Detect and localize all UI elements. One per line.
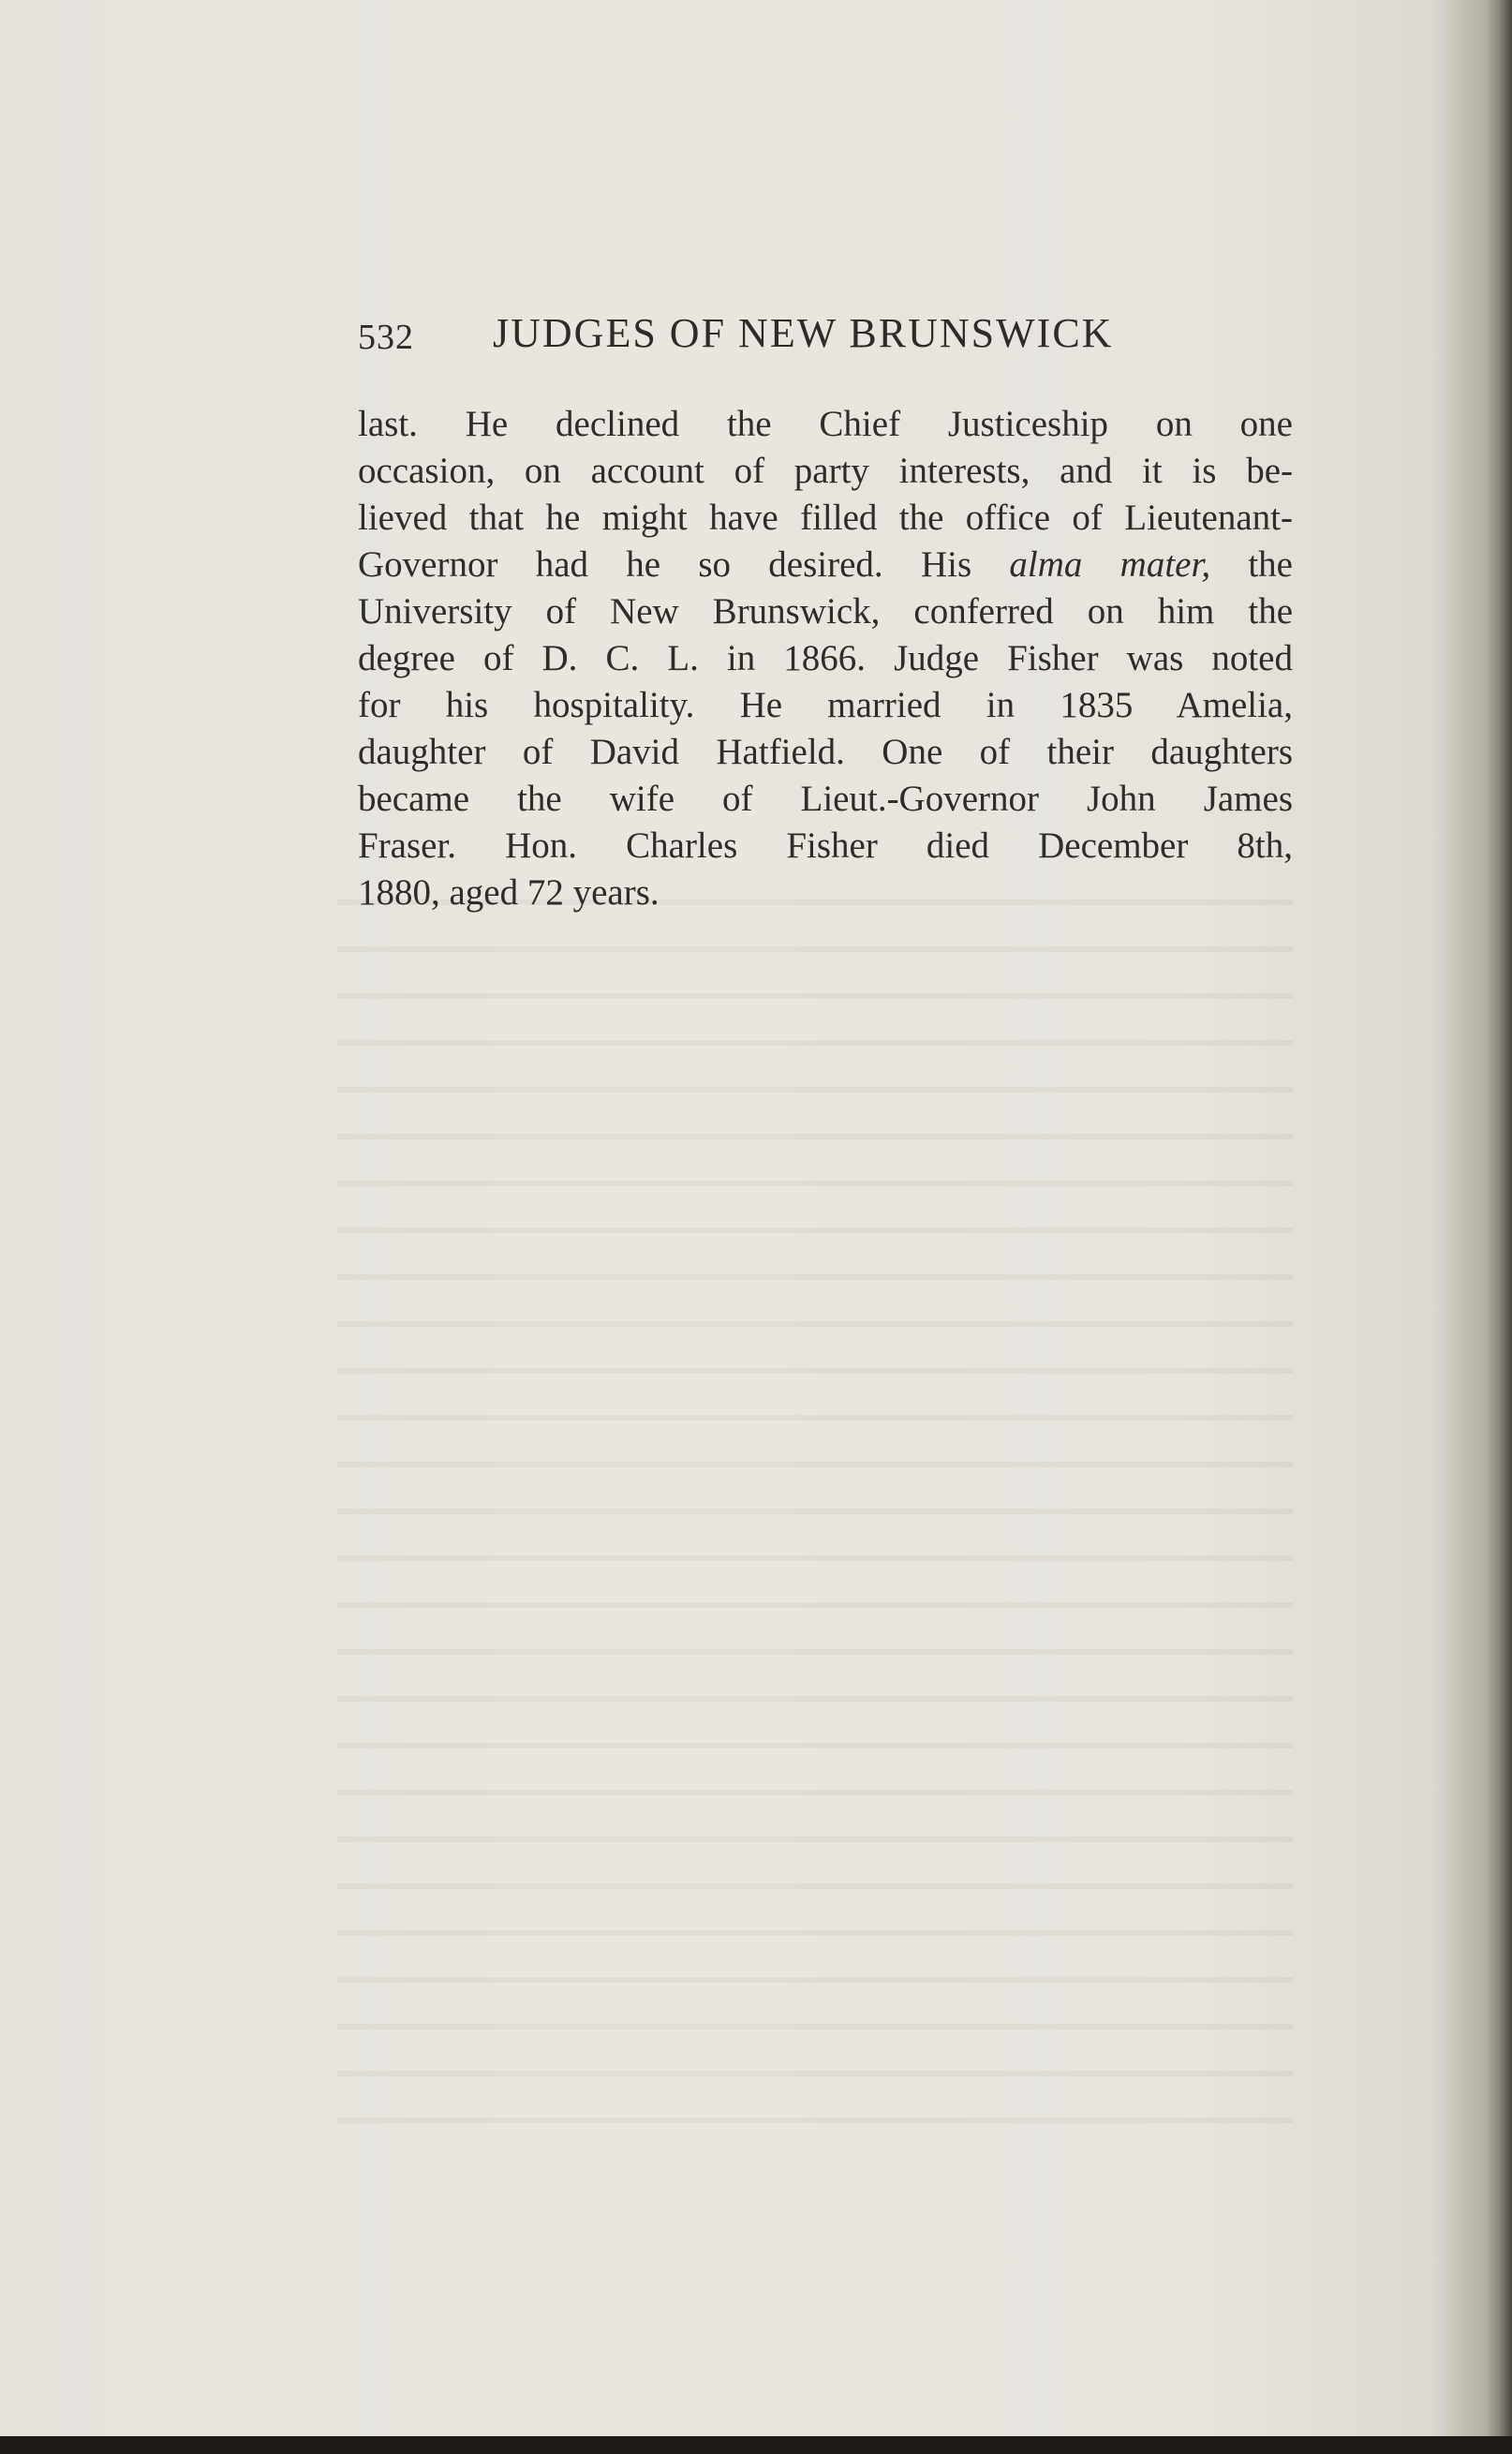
page-number: 532	[358, 318, 414, 357]
text-line: became the wife of Lieut.-Governor John James	[358, 779, 1293, 819]
text-line: daughter of David Hatfield. One of their daughters	[358, 732, 1293, 772]
text-line: degree of D. C. L. in 1866. Judge Fisher was noted	[358, 638, 1293, 678]
scan-border	[0, 2436, 1512, 2454]
text-line: Fraser. Hon. Charles Fisher died December 8th,	[358, 825, 1293, 866]
text-line: occasion, on account of party interests, and it is be-	[358, 451, 1293, 491]
italic-phrase: alma mater,	[1009, 544, 1211, 585]
body-paragraph	[358, 401, 1293, 916]
running-head	[358, 309, 1164, 362]
text-line: for his hospitality. He married in 1835 Amelia,	[358, 685, 1293, 725]
text-line: Governor had he so desired. His alma mater, the	[358, 544, 1293, 585]
page-edge-shadow	[1485, 0, 1512, 2454]
running-title: JUDGES OF NEW BRUNSWICK	[493, 310, 1114, 356]
text-line: last. He declined the Chief Justiceship on one	[358, 404, 1293, 444]
show-through-text	[337, 900, 1293, 2155]
text-line: lieved that he might have filled the office of Lieutenant-	[358, 498, 1293, 538]
text-line: 1880, aged 72 years.	[358, 872, 660, 913]
text-line: University of New Brunswick, conferred on him the	[358, 591, 1293, 632]
